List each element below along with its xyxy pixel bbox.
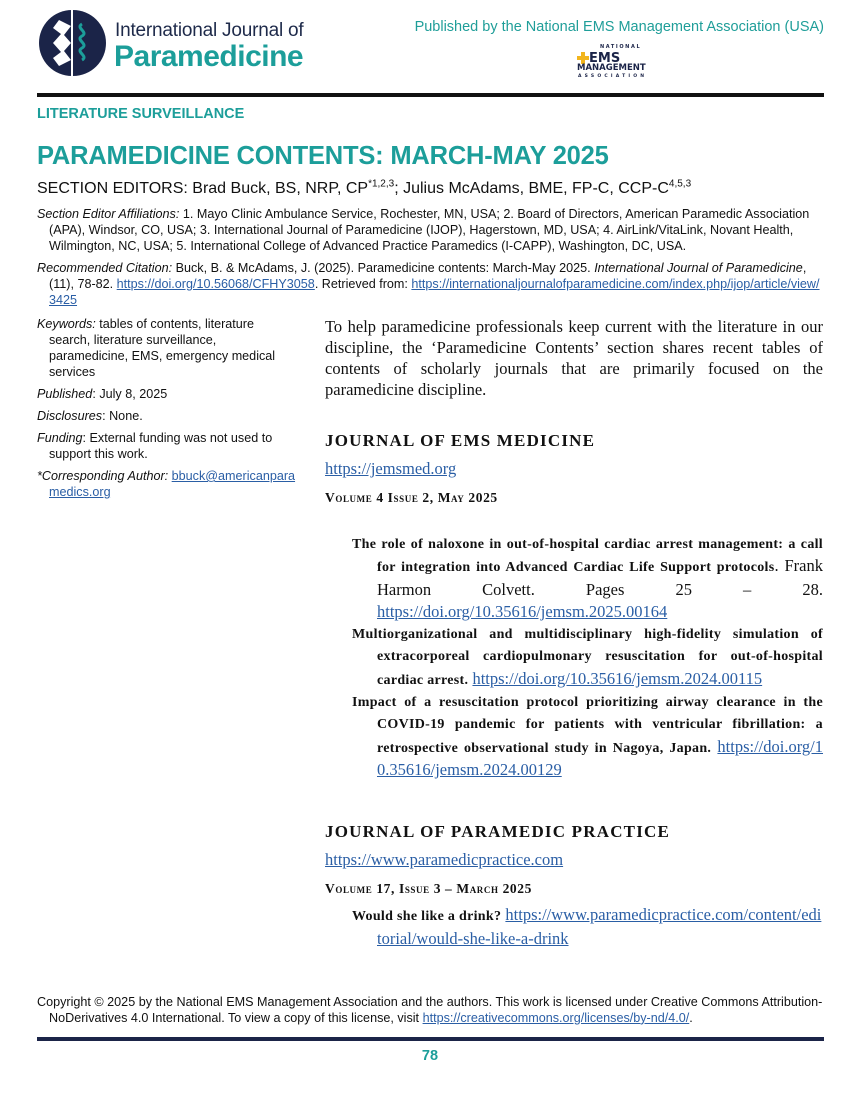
editor-2-affiliations: 4,5,3 xyxy=(668,178,692,190)
copyright-text: Copyright © 2025 by the National EMS Management Association and the authors. This work is licensed under Creative Commons Attribution-NoDerivatives 4.0 International. To view a copy of this license, visit xyxy=(37,994,823,1025)
citation-volume: , (11), 78-82. xyxy=(49,261,807,291)
citation-journal: International Journal of Paramedicine xyxy=(594,261,803,275)
copyright-notice xyxy=(37,994,827,1026)
published-label: Published xyxy=(37,387,93,401)
footer-rule xyxy=(37,1037,824,1041)
main-column xyxy=(325,316,823,950)
editors-prefix: SECTION EDITORS: xyxy=(37,180,193,197)
nemsma-logo-icon xyxy=(572,42,658,78)
journal-volume: Volume 17, Issue 3 – March 2025 xyxy=(325,881,532,897)
publisher-line: Published by the National EMS Management Association (USA) xyxy=(414,19,824,35)
disclosures xyxy=(37,408,297,424)
front-matter xyxy=(0,106,850,308)
editor-1: Brad Buck, BS, NRP, CP xyxy=(192,180,369,197)
article-title: The role of naloxone in out-of-hospital cardiac arrest management: a call for integration into Advanced Cardiac Life Support protocols xyxy=(352,537,823,576)
corresponding-label: *Corresponding Author: xyxy=(37,469,169,483)
svg-text:EMS: EMS xyxy=(589,51,621,66)
journal-name-line1: International Journal of xyxy=(115,20,304,41)
citation-text: Buck, B. & McAdams, J. (2025). Paramedicine contents: March-May 2025. xyxy=(172,261,595,275)
article-info-column xyxy=(37,316,297,506)
copyright-end: . xyxy=(689,1010,693,1025)
published-date xyxy=(37,386,297,402)
svg-text:MANAGEMENT: MANAGEMENT xyxy=(577,63,646,73)
funding xyxy=(37,430,297,462)
article-entry xyxy=(352,533,823,623)
body-columns xyxy=(0,316,850,950)
license-link[interactable]: https://creativecommons.org/licenses/by-nd/4.0/ xyxy=(422,1010,690,1025)
corresponding-author xyxy=(37,468,297,500)
article-title: Multiorganizational and multidisciplinary high-fidelity simulation of extracorporeal cardiopulmonary resuscitation for out-of-hospital cardiac arrest. xyxy=(352,627,823,688)
affiliations xyxy=(37,206,824,254)
citation-doi-link[interactable]: https://doi.org/10.56068/CFHY3058 xyxy=(116,277,315,291)
disclosures-label: Disclosures xyxy=(37,409,103,423)
ijop-logo-icon xyxy=(37,8,107,78)
journal-name-line2: Paramedicine xyxy=(114,40,304,73)
affiliations-text: 1. Mayo Clinic Ambulance Service, Rochester, MN, USA; 2. Board of Directors, American Paramedic Association (APA), Windsor, CO, USA; 3. International Journal of Paramedicine (IJOP), Hagerstown, MD, USA; 4. AirLink/VitaLink, Novant Health, Wilmington, NC, USA; 5. International College of Advanced Practice Paramedics (I-CAPP), Washington, DC, USA. xyxy=(49,207,810,253)
citation-url-link[interactable]: https://internationaljournalofparamedicine.com/index.php/ijop/article/view/3425 xyxy=(49,277,820,307)
recommended-citation xyxy=(37,260,824,308)
editors-separator: ; xyxy=(394,180,404,197)
keywords-text: tables of contents, literature search, literature surveillance, paramedicine, EMS, emergency medical services xyxy=(49,317,276,379)
journal-url-link[interactable]: https://www.paramedicpractice.com xyxy=(325,850,564,870)
article-title: Would she like a drink? xyxy=(352,909,502,925)
editor-1-affiliations: *1,2,3 xyxy=(368,178,395,190)
disclosures-value: : None. xyxy=(102,409,143,423)
page-header xyxy=(0,0,850,93)
svg-text:NATIONAL: NATIONAL xyxy=(600,44,642,50)
section-editors xyxy=(37,179,824,199)
article-doi-link[interactable]: https://doi.org/10.35616/jemsm.2025.00164 xyxy=(377,601,668,621)
journal-heading: JOURNAL OF EMS MEDICINE xyxy=(325,431,596,450)
article-doi-link[interactable]: https://doi.org/10.35616/jemsm.2024.00115 xyxy=(472,668,763,688)
page-title: PARAMEDICINE CONTENTS: MARCH-MAY 2025 xyxy=(37,142,609,170)
corresponding-email-link[interactable]: bbuck@americanparamedics.org xyxy=(49,469,296,499)
article-title: Impact of a resuscitation protocol prioritizing airway clearance in the COVID-19 pandemic for patients with ventricular fibrillation: a retrospective observational study in Nagoya, Japan. xyxy=(352,695,823,756)
section-label: LITERATURE SURVEILLANCE xyxy=(37,106,245,122)
svg-text:ASSOCIATION: ASSOCIATION xyxy=(578,74,648,78)
funding-label: Funding xyxy=(37,431,83,445)
journal-heading: JOURNAL OF PARAMEDIC PRACTICE xyxy=(325,822,671,842)
intro-paragraph: To help paramedicine professionals keep current with the literature in our discipline, the ‘Paramedicine Contents’ section shares recent tables of contents of scholarly journals that are primarily focused on the paramedicine discipline. xyxy=(325,317,823,399)
article-entry xyxy=(352,904,823,950)
header-rule xyxy=(37,93,824,97)
citation-retrieved: . Retrieved from: xyxy=(314,277,412,291)
funding-value: : External funding was not used to support this work. xyxy=(49,431,273,461)
article-entry xyxy=(352,623,823,691)
keywords-label: Keywords: xyxy=(37,317,96,331)
article-doi-link[interactable]: https://www.paramedicpractice.com/content/editorial/would-she-like-a-drink xyxy=(377,905,822,948)
editor-2: Julius McAdams, BME, FP-C, CCP-C xyxy=(403,180,669,197)
journal-volume: Volume 4 Issue 2, May 2025 xyxy=(325,490,498,505)
page-number: 78 xyxy=(421,1047,439,1064)
journal-url-link[interactable]: https://jemsmed.org xyxy=(325,459,457,478)
article-details: . Frank Harmon Colvett. Pages 25 – 28. xyxy=(377,556,823,599)
citation-label: Recommended Citation: xyxy=(37,261,173,275)
article-doi-link[interactable]: https://doi.org/10.35616/jemsm.2024.00129 xyxy=(377,736,823,779)
keywords xyxy=(37,316,297,380)
affiliations-label: Section Editor Affiliations: xyxy=(37,207,180,221)
published-value: : July 8, 2025 xyxy=(92,387,168,401)
article-entry xyxy=(352,691,823,781)
page-footer xyxy=(0,994,850,1075)
